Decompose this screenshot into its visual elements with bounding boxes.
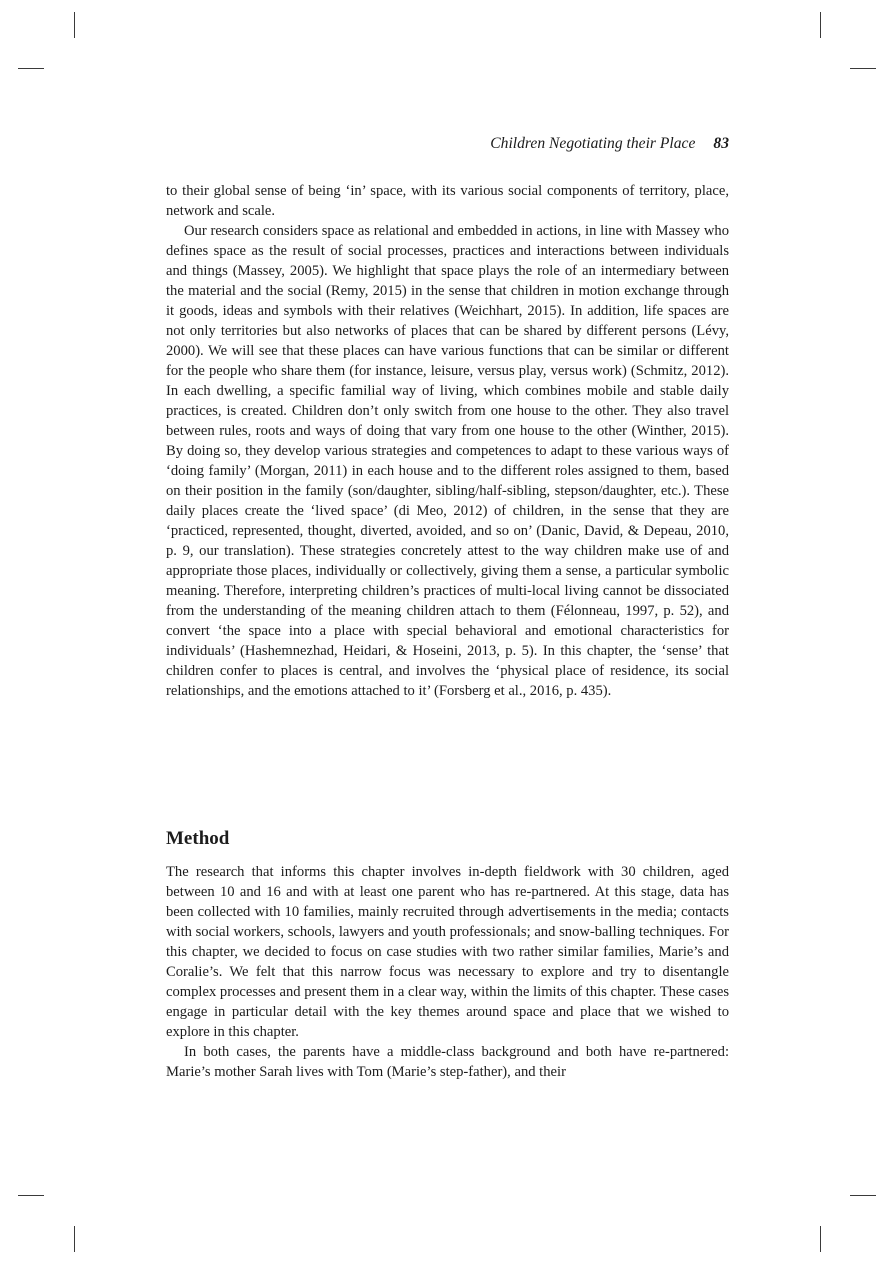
running-head-title: Children Negotiating their Place — [490, 135, 696, 152]
crop-mark-bottom-right-horizontal — [850, 1195, 876, 1196]
page-number: 83 — [713, 135, 729, 152]
body-text-top — [166, 181, 729, 701]
body-text-method — [166, 862, 729, 1082]
paragraph-families: In both cases, the parents have a middle-class background and both have re-partnered: Marie’s mother Sarah lives with Tom (Marie’s step-father), and their — [166, 1044, 729, 1080]
section-heading-method: Method — [166, 828, 230, 849]
paragraph-continued: to their global sense of being ‘in’ space, with its various social components of territory, place, network and scale. — [166, 183, 729, 219]
crop-mark-top-left-horizontal — [18, 68, 44, 69]
paragraph-space-relational: Our research considers space as relational and embedded in actions, in line with Massey who defines space as the result of social processes, practices and interactions between individuals and things (Massey, 2005). We highlight that space plays the role of an intermediary between the material and the social (Remy, 2015) in the sense that children in motion exchange through it goods, ideas and symbols with their relatives (Weichhart, 2015). In addition, life spaces are not only territories but also networks of places that can be shared by different persons (Lévy, 2000). We will see that these places can have various functions that can be similar or different for the people who share them (for instance, leisure, versus play, versus work) (Schmitz, 2012). In each dwelling, a specific familial way of living, which combines mobile and stable daily practices, is created. Children don’t only switch from one house to the other. They also travel between rules, roots and ways of doing that vary from one house to the other (Winther, 2015). By doing so, they develop various strategies and competences to adapt to these various ways of ‘doing family’ (Morgan, 2011) in each house and to the different roles assigned to them, based on their position in the family (son/daughter, sibling/half-sibling, stepson/daughter, etc.). These daily places create the ‘lived space’ (di Meo, 2012) of children, in the sense that they are ‘practiced, represented, thought, diverted, avoided, and so on’ (Danic, David, & Depeau, 2010, p. 9, our translation). These strategies concretely attest to the way children make use of and appropriate those places, individually or collectively, giving them a sense, a particular symbolic meaning. Therefore, interpreting children’s practices of multi-local living cannot be dissociated from the understanding of the meaning children attach to them (Félonneau, 1997, p. 52), and convert ‘the space into a place with special behavioral and emotional characteristics for individuals’ (Hashemnezhad, Heidari, & Hoseini, 2013, p. 5). In this chapter, the ‘sense’ that children confer to places is central, and involves the ‘physical place of residence, its social relationships, and the emotions attached to it’ (Forsberg et al., 2016, p. 435). — [166, 223, 729, 699]
crop-mark-bottom-left-horizontal — [18, 1195, 44, 1196]
crop-mark-bottom-right-vertical — [820, 1226, 821, 1252]
crop-mark-bottom-left-vertical — [74, 1226, 75, 1252]
crop-mark-top-right-vertical — [820, 12, 821, 38]
crop-mark-top-left-vertical — [74, 12, 75, 38]
crop-mark-top-right-horizontal — [850, 68, 876, 69]
running-head — [166, 134, 729, 154]
paragraph-research-design: The research that informs this chapter involves in-depth fieldwork with 30 children, aged between 10 and 16 and with at least one parent who has re-partnered. At this stage, data has been collected with 10 families, mainly recruited through advertisements in the media; contacts with social workers, schools, lawyers and youth professionals; and snow-balling techniques. For this chapter, we decided to focus on case studies with two rather similar families, Marie’s and Coralie’s. We felt that this narrow focus was necessary to explore and try to disentangle complex processes and present them in a clear way, within the limits of this chapter. These cases engage in particular detail with the key themes around space and place that we wished to explore in this chapter. — [166, 864, 729, 1040]
